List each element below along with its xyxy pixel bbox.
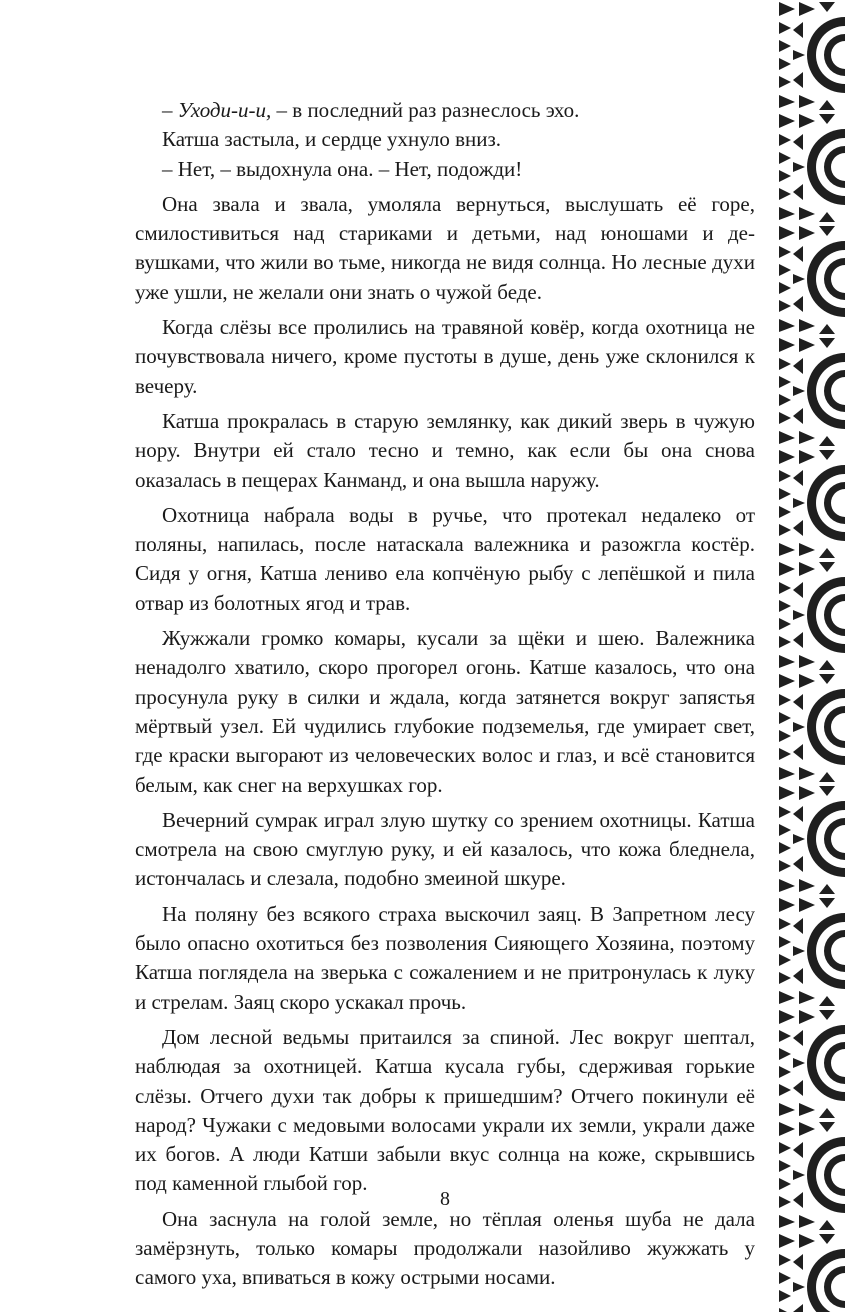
paragraph: Она звала и звала, умоляла вернуться, выслушать её горе, смилостивиться над стариками и детьми, над юношами и девушками, что жили во тьме, никогда не видя солнца. Но лесные духи уже ушли, не желали они знать о чужой беде. bbox=[135, 191, 755, 304]
ornament-border bbox=[777, 0, 845, 1312]
dash: – bbox=[162, 98, 178, 122]
paragraph: Катша прокралась в старую землянку, как дикий зверь в чужую нору. Внутри ей стало тесно и темно, как если бы она снова оказалась в пещерах Канманд, и она вышла наружу. bbox=[135, 408, 755, 492]
paragraph: На поляну без всякого страха выскочил заяц. В Запретном лесу было опасно охотиться без позволения Сияющего Хозяина, поэтому Катша поглядела на зверька с сожалением и не притронулась к луку и стрелам. Заяц скоро ускакал прочь. bbox=[135, 901, 755, 1014]
italic-echo: Уходи-и-и, bbox=[177, 98, 272, 122]
paragraph: Охотница набрала воды в ручье, что протекал недалеко от поляны, напилась, после натаскала валежника и разожгла костёр. Сидя у огня, Катша лениво ела копчёную рыбу с лепёшкой и пила отвар из болотных ягод и трав. bbox=[135, 502, 755, 615]
paragraph: Жужжали громко комары, кусали за щёки и шею. Валежника ненадолго хватило, скоро прогорел огонь. Катше казалось, что она просунула руку в силки и ждала, когда затянется вокруг запястья мёртвый узел. Ей чудились глубокие подземелья, где умирает свет, где краски выгорают из человеческих волос и глаз, и всё становится белым, как снег на верхушках гор. bbox=[135, 626, 755, 797]
body-text bbox=[135, 96, 755, 1299]
paragraph: Когда слёзы все пролились на травяной ковёр, когда охотница не почувствовала ничего, кроме пустоты в душе, день уже склонился к вечеру. bbox=[135, 315, 755, 398]
paragraph: – Нет, – выдохнула она. – Нет, подожди! bbox=[162, 156, 523, 181]
page-number: 8 bbox=[440, 1188, 450, 1210]
paragraph-text: – в последний раз разнеслось эхо. bbox=[271, 98, 580, 122]
paragraph: Катша застыла, и сердце ухнуло вниз. bbox=[162, 127, 502, 152]
paragraph bbox=[135, 96, 755, 125]
paragraph: Она заснула на голой земле, но тёплая оленья шуба не дала замёрзнуть, только комары продолжали назойливо жужжать у самого уха, впиваться в кожу острыми носами. bbox=[135, 1206, 755, 1290]
paragraph: Вечерний сумрак играл злую шутку со зрением охотницы. Катша смотрела на свою смуглую руку, и ей казалось, что кожа бледнела, истончалась и слезала, подобно змеиной шкуре. bbox=[135, 807, 755, 891]
paragraph: Дом лесной ведьмы притаился за спиной. Лес вокруг шептал, наблюдая за охотницей. Катша кусала губы, сдерживая горькие слёзы. Отчего духи так добры к пришедшим? Отчего покинули её народ? Чужаки с медовыми волосами украли их земли, украли даже их богов. А люди Катши забыли вкус солнца на коже, скрывшись под каменной глыбой гор. bbox=[135, 1024, 755, 1196]
